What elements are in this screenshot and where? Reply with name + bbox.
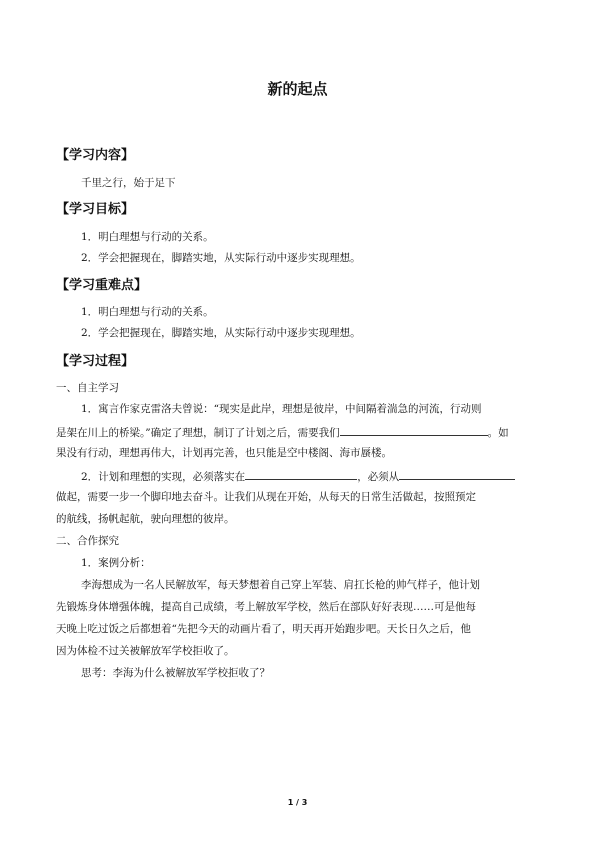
page-title: 新的起点 [267,80,328,98]
question-1-text-a: 是架在川上的桥梁。”确定了理想，制订了计划之后，需要我们 [56,427,340,439]
goal-item-1: 1．明白理想与行动的关系。 [81,231,214,243]
answer-blank-1[interactable] [340,424,488,436]
case-text-line-1: 李海想成为一名人民解放军，每天梦想着自己穿上军装、肩扛长枪的帅气样子，他计划 [81,579,480,591]
section-heading-goals: 【学习目标】 [56,202,135,217]
section-heading-keypoints: 【学习重难点】 [56,278,148,293]
goal-item-2: 2．学会把握现在，脚踏实地，从实际行动中逐步实现理想。 [81,252,361,264]
case-text-line-4: 因为体检不过关被解放军学校拒收了。 [56,645,235,657]
content-text: 千里之行，始于足下 [81,177,176,189]
question-2-line-1 [81,468,515,484]
question-2-line-3: 的航线，扬帆起航，驶向理想的彼岸。 [56,513,235,525]
page-number: 1 / 3 [287,798,308,807]
part-heading-cooperative: 二、合作探究 [56,535,119,547]
case-text-line-2: 先锻炼身体增强体魄，提高自己成绩，考上解放军学校，然后在部队好好表现……可是他每 [56,601,476,613]
question-2-line-2: 做起，需要一步一个脚印地去奋斗。让我们从现在开始，从每天的日常生活做起，按照预定 [56,491,476,503]
case-text-line-3: 天晚上吃过饭之后都想着“先把今天的动画片看了，明天再开始跑步吧。天长日久之后，他 [56,623,471,635]
answer-blank-2[interactable] [245,468,357,480]
think-question: 思考：李海为什么被解放军学校拒收了？ [81,667,270,679]
section-heading-process: 【学习过程】 [56,354,135,369]
section-heading-content: 【学习内容】 [56,148,135,163]
answer-blank-3[interactable] [399,468,515,480]
keypoint-item-1: 1．明白理想与行动的关系。 [81,306,214,318]
question-1-text-b: 。如 [487,427,509,439]
question-2-text-b: ，必须从 [357,471,400,483]
keypoint-item-2: 2．学会把握现在，脚踏实地，从实际行动中逐步实现理想。 [81,327,361,339]
question-1-line-3: 果没有行动，理想再伟大，计划再完善，也只能是空中楼阁、海市蜃楼。 [56,447,392,459]
question-1-line-2 [56,424,509,440]
question-2-text-a: 2．计划和理想的实现，必须落实在 [81,471,246,483]
part-heading-self-study: 一、自主学习 [56,382,119,394]
case-analysis-label: 1．案例分析： [81,557,151,569]
question-1-line-1: 1．寓言作家克雷洛夫曾说：“现实是此岸，理想是彼岸，中间隔着湍急的河流，行动则 [81,403,482,415]
